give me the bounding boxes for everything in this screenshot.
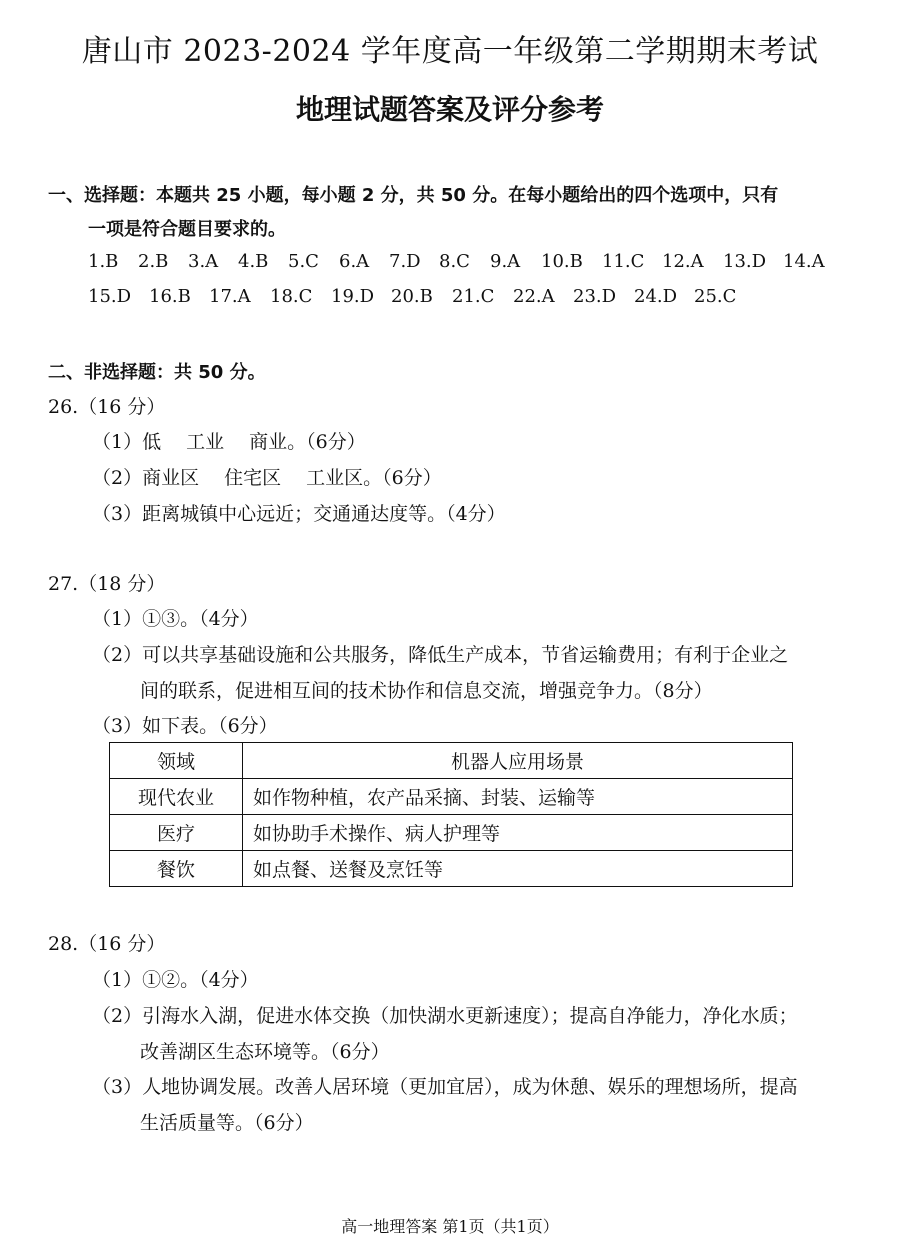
answer-item: 13.D — [723, 251, 767, 272]
q28-answer-2-line1: （2）引海水入湖，促进水体交换（加快湖水更新速度）；提高自净能力，净化水质； — [92, 1005, 798, 1027]
q26-answer-3: （3）距离城镇中心远近；交通通达度等。（4分） — [92, 503, 506, 525]
q27-answer-1: （1）①③。（4分） — [92, 608, 259, 630]
answer-item: 25.C — [694, 286, 737, 307]
answer-row-1 — [88, 251, 843, 272]
answer-item: 3.A — [188, 251, 219, 272]
answer-item: 20.B — [391, 286, 433, 307]
answer-item: 7.D — [389, 251, 421, 272]
document-subtitle: 地理试题答案及评分参考 — [295, 93, 604, 126]
q27-answer-2-line2: 间的联系，促进相互间的技术协作和信息交流，增强竞争力。（8分） — [140, 680, 713, 702]
answer-item: 9.A — [490, 251, 521, 272]
answer-item: 22.A — [513, 286, 555, 307]
table-cell-domain: 现代农业 — [110, 779, 243, 815]
robot-application-table — [109, 742, 793, 887]
answer-item: 8.C — [439, 251, 470, 272]
answer-item: 17.A — [209, 286, 251, 307]
q26-title: 26.（16 分） — [48, 396, 166, 418]
q28-title: 28.（16 分） — [48, 933, 166, 955]
answer-item: 18.C — [270, 286, 313, 307]
table-header-row — [110, 743, 793, 779]
answer-item: 19.D — [331, 286, 375, 307]
section1-heading-line2: 一项是符合题目要求的。 — [88, 219, 286, 240]
answer-item: 12.A — [662, 251, 704, 272]
answer-item: 23.D — [573, 286, 617, 307]
section1-heading-line1: 一、选择题：本题共 25 小题，每小题 2 分，共 50 分。在每小题给出的四个选项中，只有 — [48, 185, 779, 206]
q28-answer-3-line1: （3）人地协调发展。改善人居环境（更加宜居），成为休憩、娱乐的理想场所，提高 — [92, 1076, 798, 1098]
answer-item: 24.D — [634, 286, 678, 307]
answer-item: 21.C — [452, 286, 495, 307]
q26-answer-1: （1）低 工业 商业。（6分） — [92, 431, 366, 453]
answer-item: 4.B — [238, 251, 269, 272]
table-header-scenario: 机器人应用场景 — [243, 743, 793, 779]
answer-item: 14.A — [783, 251, 825, 272]
section2-heading: 二、非选择题：共 50 分。 — [48, 362, 266, 383]
q27-answer-3: （3）如下表。（6分） — [92, 715, 278, 737]
page-footer: 高一地理答案 第1页（共1页） — [341, 1217, 559, 1236]
q27-title: 27.（18 分） — [48, 573, 166, 595]
table-header-domain: 领域 — [110, 743, 243, 779]
table-row — [110, 779, 793, 815]
table-row — [110, 815, 793, 851]
answer-row-2 — [88, 286, 754, 307]
table-cell-scenario: 如点餐、送餐及烹饪等 — [243, 851, 793, 887]
answer-item: 1.B — [88, 251, 119, 272]
answer-item: 10.B — [541, 251, 583, 272]
table-row — [110, 851, 793, 887]
table-cell-domain: 医疗 — [110, 815, 243, 851]
answer-item: 16.B — [149, 286, 191, 307]
q26-answer-2: （2）商业区 住宅区 工业区。（6分） — [92, 467, 442, 489]
q28-answer-3-line2: 生活质量等。（6分） — [140, 1112, 314, 1134]
table-cell-scenario: 如协助手术操作、病人护理等 — [243, 815, 793, 851]
q28-answer-2-line2: 改善湖区生态环境等。（6分） — [140, 1041, 390, 1063]
answer-item: 6.A — [339, 251, 370, 272]
answer-item: 2.B — [138, 251, 169, 272]
answer-item: 11.C — [602, 251, 645, 272]
answer-item: 15.D — [88, 286, 132, 307]
table-cell-scenario: 如作物种植，农产品采摘、封装、运输等 — [243, 779, 793, 815]
q27-answer-2-line1: （2）可以共享基础设施和公共服务，降低生产成本，节省运输费用；有利于企业之 — [92, 644, 789, 666]
exam-title: 唐山市 2023-2024 学年度高一年级第二学期期末考试 — [81, 34, 819, 69]
table-cell-domain: 餐饮 — [110, 851, 243, 887]
q28-answer-1: （1）①②。（4分） — [92, 969, 259, 991]
answer-item: 5.C — [288, 251, 319, 272]
